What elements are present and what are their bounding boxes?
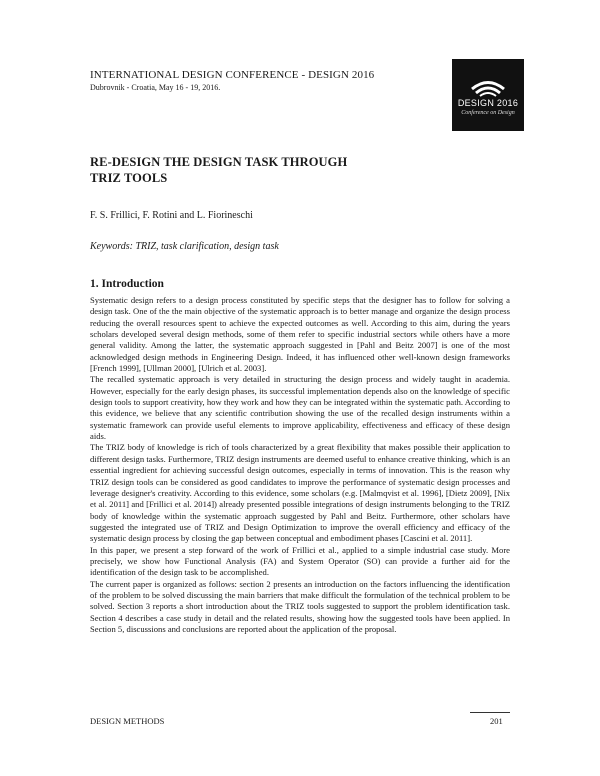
conference-logo xyxy=(452,59,524,131)
paragraph: Systematic design refers to a design process constituted by specific steps that the designer has to follow for solving a design task. One of the the main objective of the systematic approach is to better manage and organize the design process reducing the overall resources spent to achieve the expected outcomes as well. According to this aim, during the years scholars developed several design methods, some of them refer to specific industrial sectors while others have a more general validity. Among the latter, the systematic approach suggested in [Pahl and Beitz 2007] is one of the most acknowledged design methods in Engineering Design. Indeed, it has influenced other well-known design frameworks [French 1999], [Ullman 2000], [Ulrich et al. 2003]. xyxy=(90,295,510,374)
paper-keywords: Keywords: TRIZ, task clarification, design task xyxy=(90,241,279,252)
conference-location-date: Dubrovnik - Croatia, May 16 - 19, 2016. xyxy=(90,83,221,92)
conference-name: INTERNATIONAL DESIGN CONFERENCE - DESIGN 2016 xyxy=(90,69,375,81)
paragraph: The TRIZ body of knowledge is rich of tools characterized by a great flexibility that makes possible their application to different design tasks. Furthermore, TRIZ design instruments are deemed useful to enhance creative thinking, which is an essential ingredient for achieving successful design outcomes, especially in terms of innovation. This is the reason why TRIZ design tools can be considered as good candidates to improve the performance of systematic design processes and leverage designer's creativity. According to this evidence, some scholars (e.g. [Malmqvist et al. 1996], [Dietz 2009], [Nix et al. 2011] and [Frillici et al. 2014]) already presented possible integrations of design instruments belonging to the TRIZ body of knowledge within the systematic approach suggested by Pahl and Beitz. Furthermore, other scholars have suggested the integrated use of TRIZ and Design Optimization to improve the overall efficiency and efficacy of the systematic design process by closing the gap between conceptual and embodiment phases [Cascini et al. 2011]. xyxy=(90,442,510,544)
section-heading: 1. Introduction xyxy=(90,278,164,290)
logo-subtitle: Conference on Design xyxy=(461,110,515,116)
logo-title: DESIGN 2016 xyxy=(457,98,519,108)
paper-title: RE-DESIGN THE DESIGN TASK THROUGH TRIZ TOOLS xyxy=(90,155,348,185)
paragraph: In this paper, we present a step forward of the work of Frillici et al., applied to a simple industrial case study. More precisely, we show how Functional Analysis (FA) and System Operator (SO) can provide a further aid for the identification of the design task to be accomplished. xyxy=(90,544,510,578)
paragraph: The current paper is organized as follows: section 2 presents an introduction on the factors influencing the identification of the problem to be solved discussing the main barriers that make difficult the formulation of the technical problem to be solved. Section 3 reports a short introduction about the TRIZ tools suggested to support the problem identification task. Section 4 describes a case study in detail and the related results, showing how the suggested tools have been applied. In Section 5, discussions and conclusions are reported about the application of the proposal. xyxy=(90,578,510,634)
section-body xyxy=(90,295,510,635)
footer-rule xyxy=(470,712,510,713)
paragraph: The recalled systematic approach is very detailed in structuring the design process and widely taught in academia. However, especially for the early design phases, its successful implementation depends also on the knowledge of specific design tools to support creativity, how they work and how they can be integrated within the systematic path. According to this evidence, we believe that any scientific contribution showing the use of the recalled design instruments within a systematic framework can provide useful elements to improve applicability, effectiveness and efficacy of these design aids. xyxy=(90,374,510,442)
paper-authors: F. S. Frillici, F. Rotini and L. Fiorineschi xyxy=(90,210,253,221)
footer-section-name: DESIGN METHODS xyxy=(90,716,165,726)
logo-arch-icon xyxy=(452,59,524,131)
page-number: 201 xyxy=(490,716,503,726)
